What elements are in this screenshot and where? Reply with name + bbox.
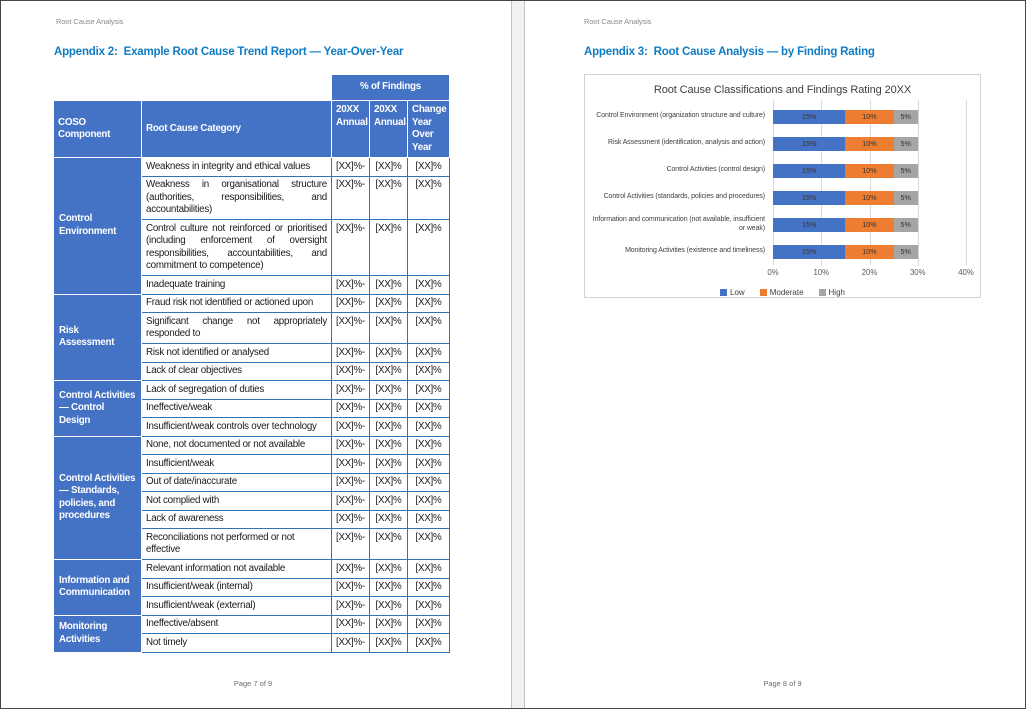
value-cell: [XX]% bbox=[370, 294, 408, 313]
value-cell: [XX]% bbox=[408, 362, 450, 381]
value-cell: [XX]%- bbox=[332, 473, 370, 492]
root-cause-category-cell: Weakness in organisational structure (authorities, responsibilities, and accountabilities) bbox=[142, 176, 332, 220]
legend-label: Moderate bbox=[769, 288, 804, 297]
coso-component-cell: Control Activities — Control Design bbox=[54, 381, 142, 437]
bar-segment-low: 15% bbox=[773, 137, 845, 151]
table-row bbox=[54, 560, 450, 579]
column-header: Change Year Over Year bbox=[408, 101, 450, 158]
value-cell: [XX]% bbox=[370, 473, 408, 492]
stacked-bar bbox=[773, 137, 966, 151]
stacked-bar bbox=[773, 245, 966, 259]
coso-component-cell: Control Environment bbox=[54, 158, 142, 295]
value-cell: [XX]% bbox=[370, 615, 408, 634]
x-axis-tick: 30% bbox=[909, 268, 926, 277]
category-label: Control Activities (standards, policies and procedures) bbox=[603, 193, 765, 201]
value-cell: [XX]% bbox=[408, 492, 450, 511]
value-cell: [XX]% bbox=[408, 220, 450, 276]
legend-swatch-icon bbox=[760, 289, 767, 296]
column-header: 20XX Annual bbox=[370, 101, 408, 158]
root-cause-category-cell: Not timely bbox=[142, 634, 332, 653]
page-8 bbox=[525, 1, 1025, 708]
page-number: Page 7 of 9 bbox=[233, 679, 273, 688]
value-cell: [XX]%- bbox=[332, 436, 370, 455]
root-cause-category-cell: Insufficient/weak bbox=[142, 455, 332, 474]
chart-title: Root Cause Classifications and Findings Rating 20XX bbox=[653, 84, 912, 96]
value-cell: [XX]% bbox=[370, 176, 408, 220]
root-cause-category-cell: Lack of awareness bbox=[142, 510, 332, 529]
legend-swatch-icon bbox=[819, 289, 826, 296]
value-cell: [XX]% bbox=[370, 529, 408, 560]
x-axis-tick: 40% bbox=[958, 268, 974, 277]
value-cell: [XX]% bbox=[408, 294, 450, 313]
value-cell: [XX]% bbox=[408, 381, 450, 400]
value-cell: [XX]% bbox=[408, 313, 450, 344]
value-cell: [XX]% bbox=[370, 492, 408, 511]
root-cause-category-cell: Insufficient/weak controls over technology bbox=[142, 418, 332, 437]
legend-label: High bbox=[828, 288, 845, 297]
value-cell: [XX]% bbox=[370, 220, 408, 276]
root-cause-category-cell: Risk not identified or analysed bbox=[142, 344, 332, 363]
value-cell: [XX]%- bbox=[332, 510, 370, 529]
root-cause-category-cell: Out of date/inaccurate bbox=[142, 473, 332, 492]
value-cell: [XX]% bbox=[408, 176, 450, 220]
bar-segment-high: 5% bbox=[894, 245, 918, 259]
value-cell: [XX]%- bbox=[332, 220, 370, 276]
root-cause-category-cell: Lack of clear objectives bbox=[142, 362, 332, 381]
value-cell: [XX]% bbox=[370, 418, 408, 437]
legend-swatch-icon bbox=[720, 289, 727, 296]
bar-segment-moderate: 10% bbox=[845, 245, 893, 259]
value-cell: [XX]%- bbox=[332, 381, 370, 400]
x-axis-tick: 20% bbox=[861, 268, 878, 277]
blank-cell bbox=[54, 75, 332, 101]
value-cell: [XX]% bbox=[370, 344, 408, 363]
value-cell: [XX]% bbox=[370, 399, 408, 418]
table-row bbox=[54, 436, 450, 455]
value-cell: [XX]% bbox=[408, 276, 450, 295]
chart-category-row bbox=[591, 184, 966, 211]
bar-segment-low: 15% bbox=[773, 218, 845, 232]
value-cell: [XX]% bbox=[408, 634, 450, 653]
stacked-bar bbox=[773, 164, 966, 178]
stacked-bar bbox=[773, 218, 966, 232]
root-cause-category-cell: Insufficient/weak (internal) bbox=[142, 578, 332, 597]
bar-segment-high: 5% bbox=[894, 110, 918, 124]
value-cell: [XX]%- bbox=[332, 560, 370, 579]
value-cell: [XX]% bbox=[408, 455, 450, 474]
root-cause-category-cell: Reconciliations not performed or not effective bbox=[142, 529, 332, 560]
legend-item-high bbox=[819, 288, 845, 297]
chart-legend bbox=[585, 288, 980, 297]
value-cell: [XX]% bbox=[370, 362, 408, 381]
stacked-bar bbox=[773, 110, 966, 124]
root-cause-category-cell: Inadequate training bbox=[142, 276, 332, 295]
page-number: Page 8 of 9 bbox=[763, 679, 802, 688]
value-cell: [XX]% bbox=[408, 578, 450, 597]
bar-segment-moderate: 10% bbox=[845, 218, 893, 232]
value-cell: [XX]%- bbox=[332, 362, 370, 381]
root-cause-trend-table bbox=[53, 74, 450, 653]
value-cell: [XX]%- bbox=[332, 158, 370, 177]
value-cell: [XX]%- bbox=[332, 597, 370, 616]
bar-segment-high: 5% bbox=[894, 218, 918, 232]
table-span-header-row bbox=[54, 75, 450, 101]
appendix-2-heading: Appendix 2: Example Root Cause Trend Report — Year-Over-Year bbox=[54, 46, 404, 58]
value-cell: [XX]% bbox=[370, 381, 408, 400]
column-header: 20XX Annual bbox=[332, 101, 370, 158]
category-label: Control Environment (organization structure and culture) bbox=[596, 112, 765, 120]
page-7 bbox=[1, 1, 511, 708]
value-cell: [XX]% bbox=[408, 529, 450, 560]
value-cell: [XX]%- bbox=[332, 578, 370, 597]
category-label: Monitoring Activities (existence and timeliness) bbox=[625, 247, 765, 255]
value-cell: [XX]% bbox=[408, 560, 450, 579]
coso-component-cell: Monitoring Activities bbox=[54, 615, 142, 652]
value-cell: [XX]% bbox=[370, 597, 408, 616]
table-row bbox=[54, 294, 450, 313]
value-cell: [XX]% bbox=[408, 597, 450, 616]
category-label: Control Activities (control design) bbox=[666, 166, 765, 174]
value-cell: [XX]%- bbox=[332, 344, 370, 363]
x-axis-tick: 10% bbox=[813, 268, 830, 277]
column-header: Root Cause Category bbox=[142, 101, 332, 158]
stacked-bar bbox=[773, 191, 966, 205]
value-cell: [XX]%- bbox=[332, 294, 370, 313]
value-cell: [XX]%- bbox=[332, 492, 370, 511]
root-cause-category-cell: Ineffective/weak bbox=[142, 399, 332, 418]
gridline bbox=[966, 100, 967, 265]
value-cell: [XX]%- bbox=[332, 615, 370, 634]
pct-of-findings-header: % of Findings bbox=[332, 75, 450, 101]
bar-segment-moderate: 10% bbox=[845, 110, 893, 124]
root-cause-category-cell: Fraud risk not identified or actioned upon bbox=[142, 294, 332, 313]
chart-category-row bbox=[591, 103, 966, 130]
value-cell: [XX]%- bbox=[332, 418, 370, 437]
chart-plot-area bbox=[591, 103, 966, 265]
value-cell: [XX]% bbox=[370, 436, 408, 455]
value-cell: [XX]% bbox=[408, 436, 450, 455]
chart-category-row bbox=[591, 238, 966, 265]
value-cell: [XX]% bbox=[408, 510, 450, 529]
running-header: Root Cause Analysis bbox=[56, 17, 124, 26]
bar-segment-high: 5% bbox=[894, 164, 918, 178]
value-cell: [XX]% bbox=[370, 634, 408, 653]
value-cell: [XX]%- bbox=[332, 529, 370, 560]
legend-item-low bbox=[720, 288, 745, 297]
category-label: Risk Assessment (identification, analysis and action) bbox=[608, 139, 765, 147]
bar-segment-high: 5% bbox=[894, 191, 918, 205]
value-cell: [XX]%- bbox=[332, 313, 370, 344]
x-axis-tick: 0% bbox=[767, 268, 779, 277]
root-cause-category-cell: Ineffective/absent bbox=[142, 615, 332, 634]
coso-component-cell: Information and Communication bbox=[54, 560, 142, 616]
value-cell: [XX]% bbox=[408, 344, 450, 363]
bar-segment-moderate: 10% bbox=[845, 137, 893, 151]
chart-x-axis bbox=[767, 268, 974, 280]
root-cause-category-cell: Weakness in integrity and ethical values bbox=[142, 158, 332, 177]
table-row bbox=[54, 615, 450, 634]
value-cell: [XX]% bbox=[370, 578, 408, 597]
value-cell: [XX]% bbox=[408, 158, 450, 177]
table-row bbox=[54, 158, 450, 177]
value-cell: [XX]%- bbox=[332, 455, 370, 474]
root-cause-category-cell: None, not documented or not available bbox=[142, 436, 332, 455]
root-cause-category-cell: Control culture not reinforced or prioritised (including enforcement of oversight responsibilities, accountabilities, and commitment to competence) bbox=[142, 220, 332, 276]
legend-label: Low bbox=[730, 288, 745, 297]
value-cell: [XX]% bbox=[408, 473, 450, 492]
table-row bbox=[54, 381, 450, 400]
value-cell: [XX]%- bbox=[332, 399, 370, 418]
bar-segment-low: 15% bbox=[773, 110, 845, 124]
column-header: COSO Component bbox=[54, 101, 142, 158]
coso-component-cell: Control Activities — Standards, policies, and procedures bbox=[54, 436, 142, 560]
value-cell: [XX]% bbox=[370, 276, 408, 295]
root-cause-category-cell: Insufficient/weak (external) bbox=[142, 597, 332, 616]
chart-category-row bbox=[591, 157, 966, 184]
bar-segment-low: 15% bbox=[773, 164, 845, 178]
value-cell: [XX]% bbox=[408, 399, 450, 418]
appendix-3-heading: Appendix 3: Root Cause Analysis — by Finding Rating bbox=[584, 46, 875, 58]
bar-segment-high: 5% bbox=[894, 137, 918, 151]
root-cause-category-cell: Relevant information not available bbox=[142, 560, 332, 579]
bar-segment-moderate: 10% bbox=[845, 191, 893, 205]
value-cell: [XX]%- bbox=[332, 634, 370, 653]
value-cell: [XX]%- bbox=[332, 276, 370, 295]
table-header-row bbox=[54, 101, 450, 158]
running-header: Root Cause Analysis bbox=[584, 17, 652, 26]
bar-segment-low: 15% bbox=[773, 245, 845, 259]
coso-component-cell: Risk Assessment bbox=[54, 294, 142, 381]
value-cell: [XX]% bbox=[370, 560, 408, 579]
legend-item-moderate bbox=[760, 288, 804, 297]
value-cell: [XX]%- bbox=[332, 176, 370, 220]
root-cause-category-cell: Lack of segregation of duties bbox=[142, 381, 332, 400]
value-cell: [XX]% bbox=[370, 510, 408, 529]
value-cell: [XX]% bbox=[370, 313, 408, 344]
chart-category-row bbox=[591, 130, 966, 157]
value-cell: [XX]% bbox=[408, 615, 450, 634]
bar-segment-low: 15% bbox=[773, 191, 845, 205]
value-cell: [XX]% bbox=[408, 418, 450, 437]
root-cause-category-cell: Not complied with bbox=[142, 492, 332, 511]
page-gap-divider bbox=[511, 1, 525, 708]
value-cell: [XX]% bbox=[370, 455, 408, 474]
value-cell: [XX]% bbox=[370, 158, 408, 177]
chart-category-row bbox=[591, 211, 966, 238]
bar-segment-moderate: 10% bbox=[845, 164, 893, 178]
findings-rating-chart bbox=[584, 74, 981, 298]
category-label: Information and communication (not available, insufficient or weak) bbox=[592, 216, 765, 232]
root-cause-category-cell: Significant change not appropriately responded to bbox=[142, 313, 332, 344]
